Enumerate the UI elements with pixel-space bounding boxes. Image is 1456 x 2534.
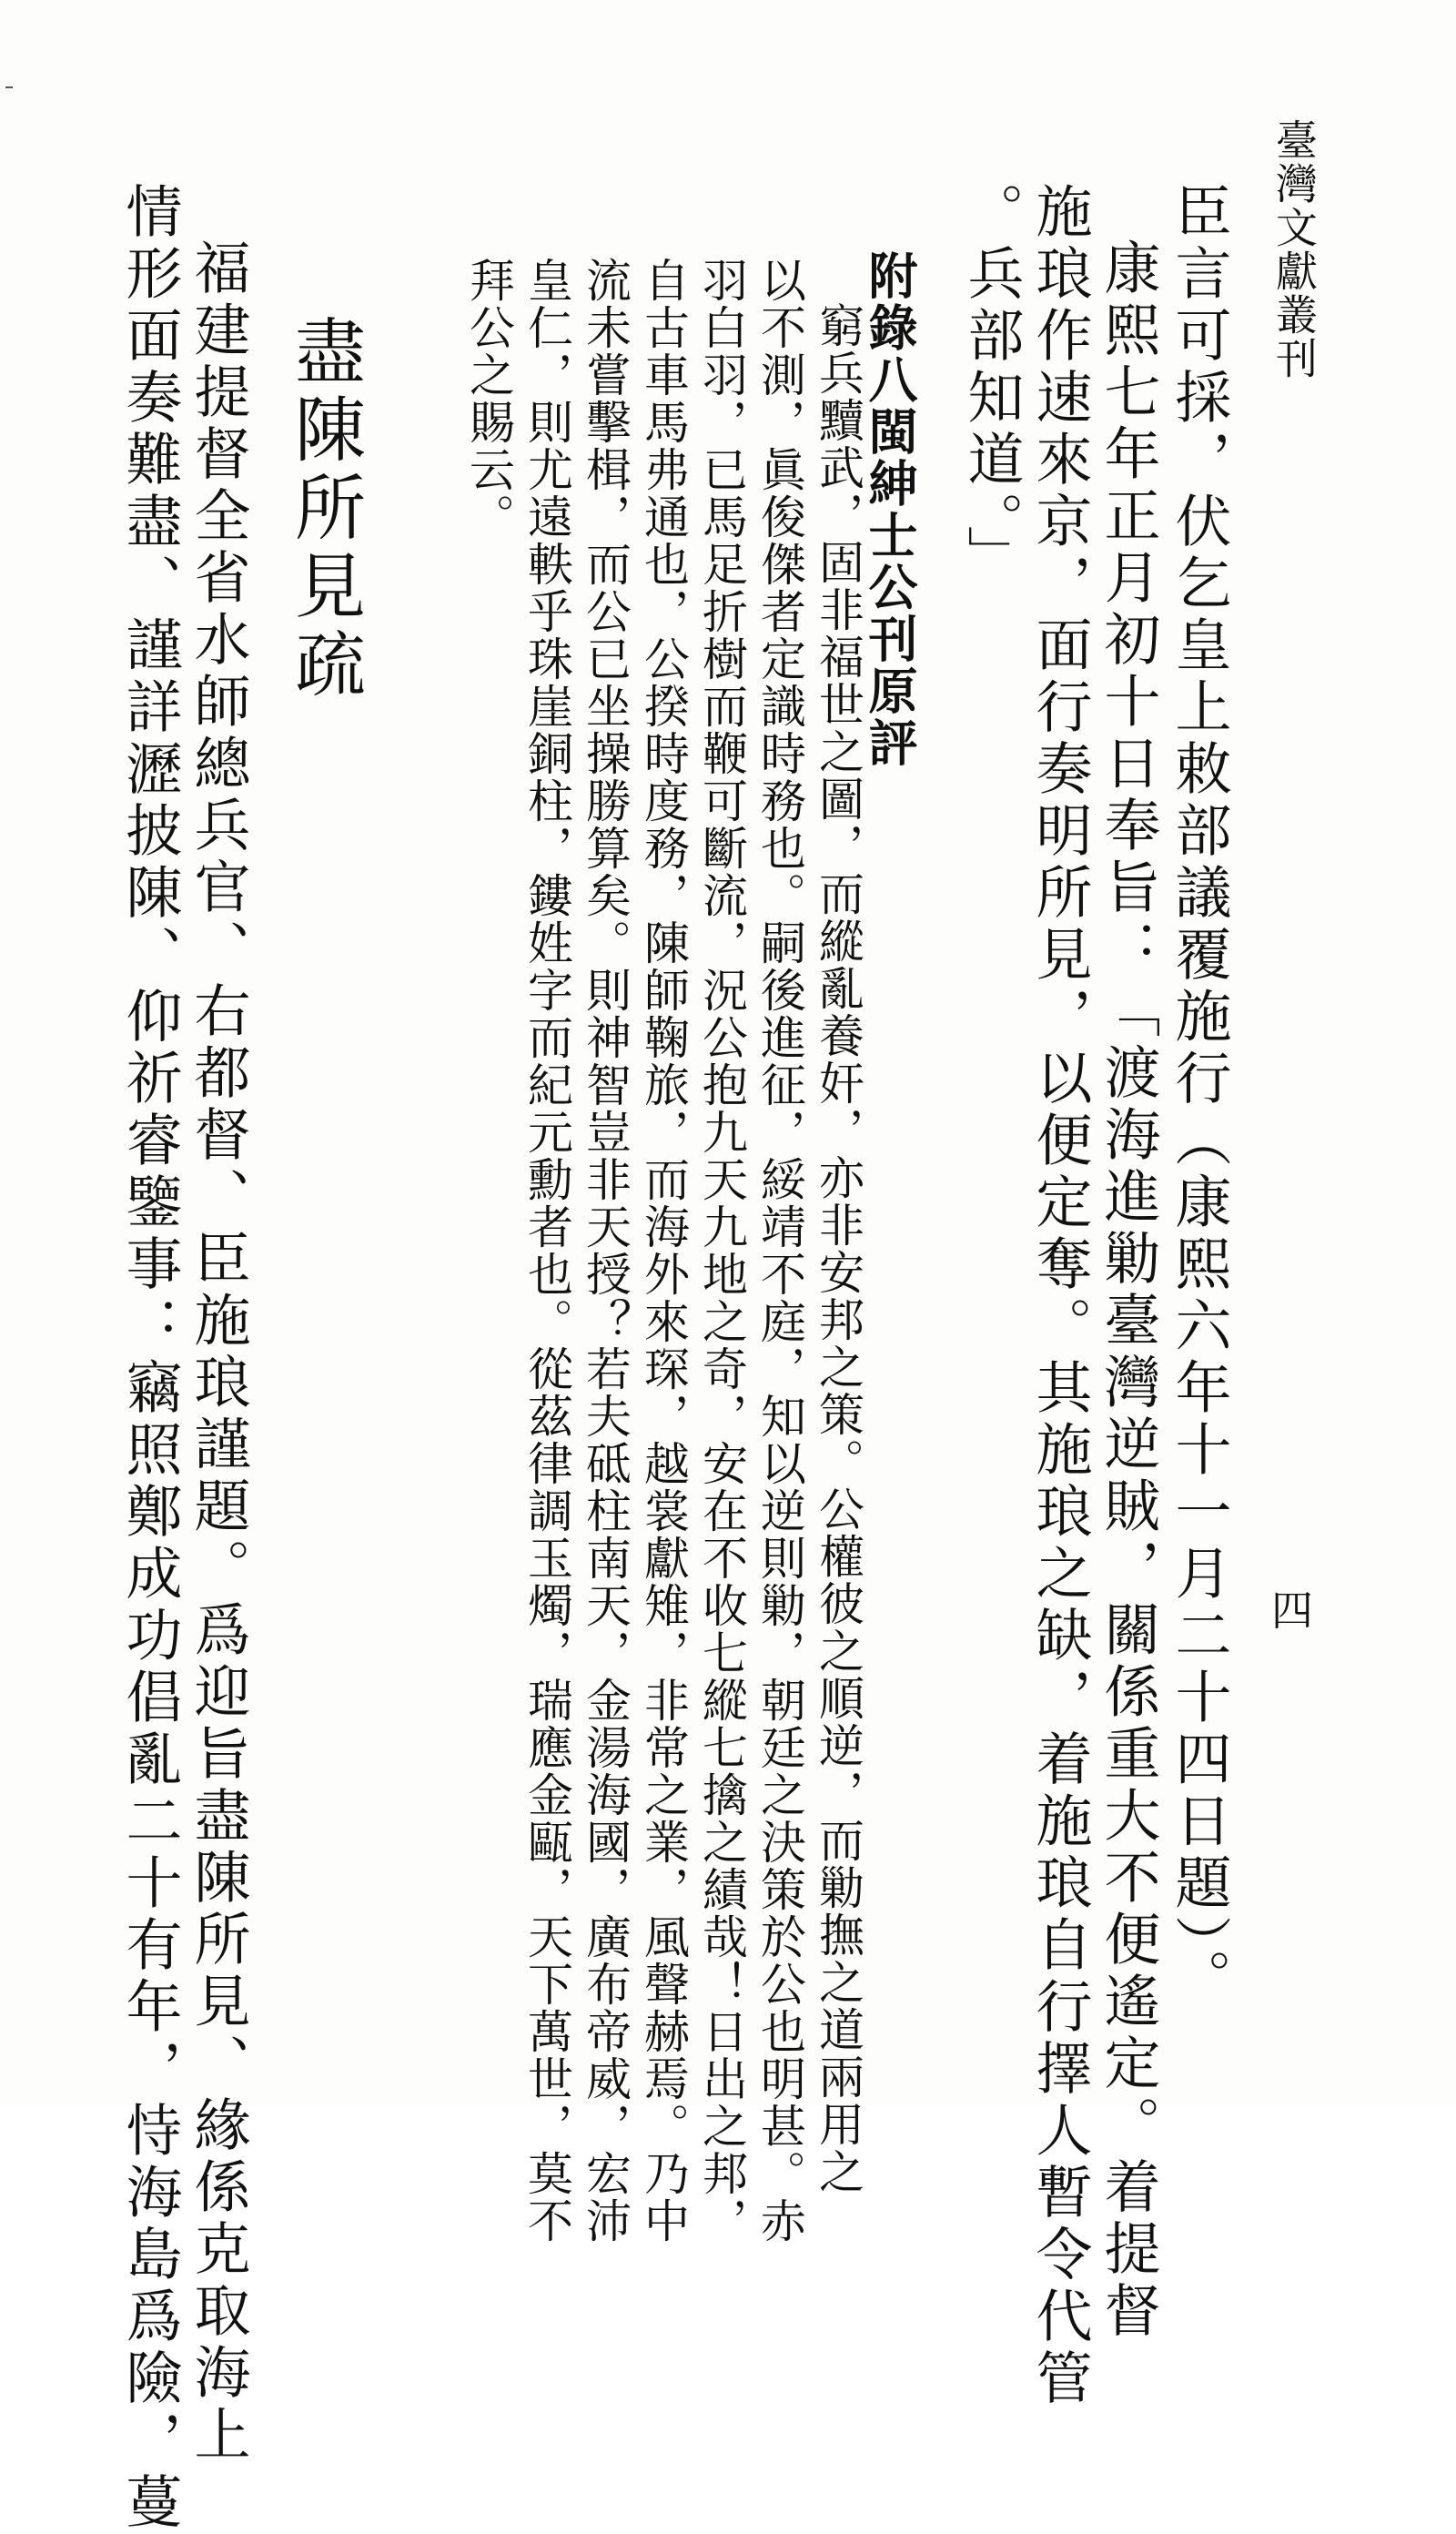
commentary-column: 自古車馬弗通也，公揆時度務，陳師鞠旅，而海外來琛，越裳獻雉，非常之業，風聲赫焉。乃中 xyxy=(637,257,690,2245)
memorial-title: 盡陳所見疏 xyxy=(283,314,365,705)
commentary-column: 拜公之賜云。 xyxy=(462,257,515,541)
text-column: 臣言可採，伏乞皇上敕部議覆施行（康熙六年十一月二十四日題）。 xyxy=(1166,182,1232,2011)
page-number: 四 xyxy=(1265,1588,1314,1630)
commentary-column: 皇仁，則尤遠軼乎珠崖銅柱，鏤姓字而紀元勳者也。從茲律調玉燭，瑞應金甌，天下萬世，莫不 xyxy=(521,257,573,2245)
text-column: 。兵部知道。」 xyxy=(958,182,1025,587)
appendix-heading: 附錄八閩紳士公刊原評 xyxy=(861,250,919,769)
commentary-column: 羽白羽，已馬足折樹而鞭可斷流，況公抱九天九地之奇，安在不收七縱七擒之績哉！日出之邦， xyxy=(695,257,748,2245)
commentary-column: 以不測，眞俊傑者定識時務也。嗣後進征，綏靖不庭，知以逆則勦，朝廷之決策於公也明甚。赤 xyxy=(753,257,806,2245)
commentary-column: 流未嘗擊楫，而公已坐操勝算矣。則神智豈非天授？若夫砥柱南天，金湯海國，廣布帝威，宏沛 xyxy=(579,257,632,2245)
commentary-column: 窮兵黷武，固非福世之圖，而縱亂養奸，亦非安邦之策。公權彼之順逆，而勦撫之道兩用之 xyxy=(812,302,864,2195)
memorial-column: 情形面奏難盡、謹詳瀝披陳、仰祈睿鑒事：竊照鄭成功倡亂二十有年，恃海島爲險，蔓 xyxy=(116,182,183,2534)
scan-speck xyxy=(5,86,13,88)
text-column: 施琅作速來京，面行奏明所見，以便定奪。其施琅之缺，着施琅自行擇人暫令代管 xyxy=(1026,182,1093,2410)
text-column: 康熙七年正月初十日奉旨：「渡海進勦臺灣逆賊，關係重大不便遙定。着提督 xyxy=(1095,238,1161,2343)
series-title: 臺灣文獻叢刊 xyxy=(1269,118,1319,380)
memorial-column: 福建提督全省水師總兵官、右都督、臣施琅謹題。爲迎旨盡陳所見、緣係克取海上 xyxy=(185,238,251,2467)
